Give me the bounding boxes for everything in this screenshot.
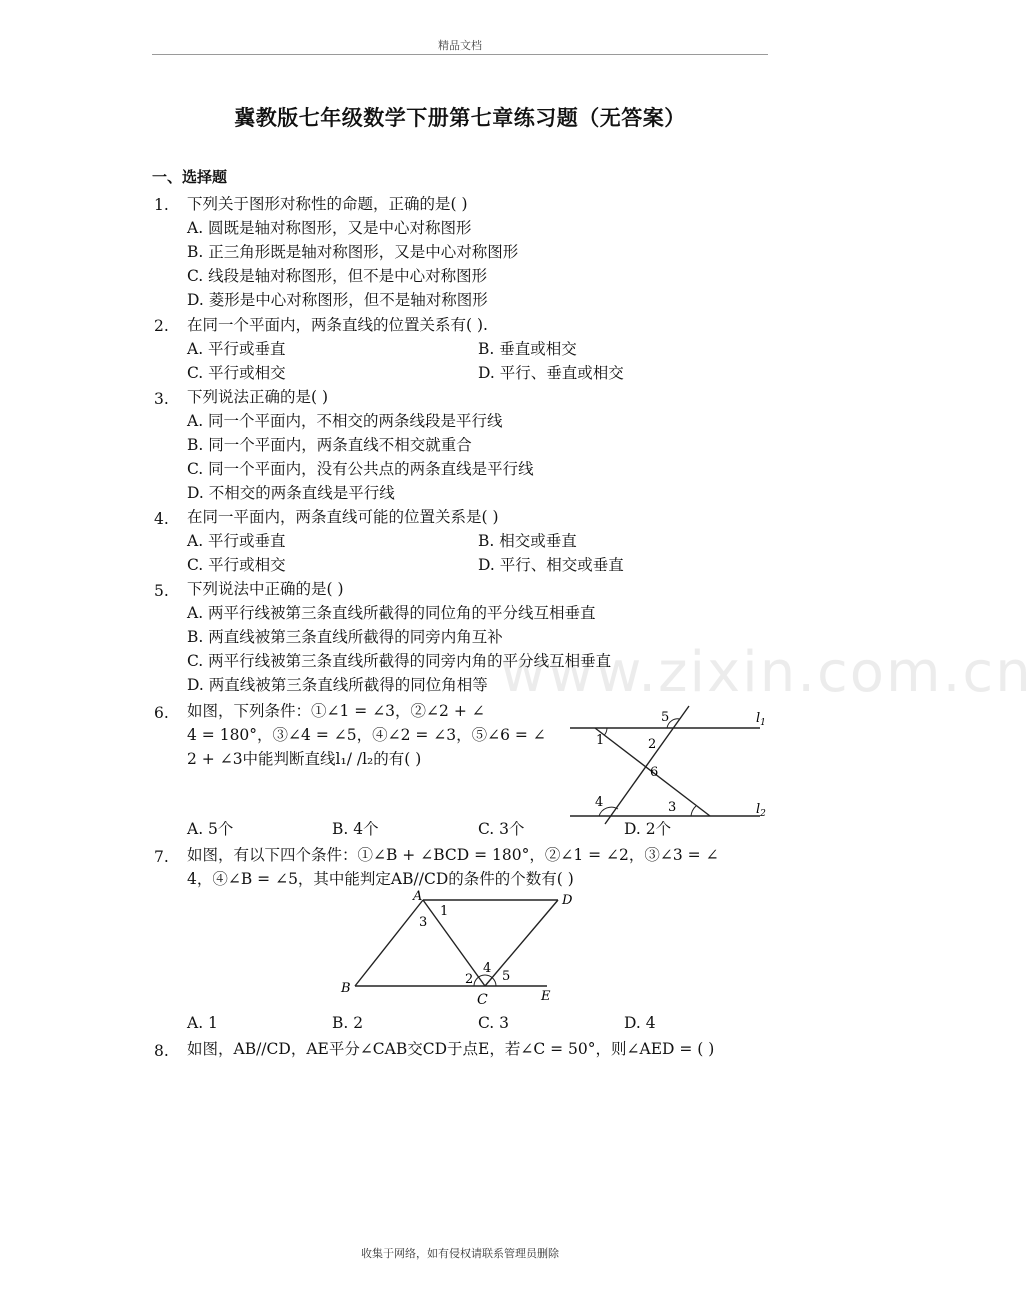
question-2-option-a: A. 平行或垂直 bbox=[187, 340, 286, 358]
question-1-number: 1. bbox=[154, 196, 169, 214]
question-7-line-2: 4，④∠B = ∠5，其中能判定AB//CD的条件的个数有( ) bbox=[187, 870, 574, 888]
label-angle-5: 5 bbox=[502, 969, 511, 984]
question-2-number: 2. bbox=[154, 317, 169, 335]
question-6-option-a: A. 5个 bbox=[187, 820, 234, 838]
label-l1: $l_1$ bbox=[756, 711, 766, 728]
question-1-option-d: D. 菱形是中心对称图形，但不是轴对称图形 bbox=[187, 291, 488, 309]
question-7-option-b: B. 2 bbox=[332, 1014, 364, 1032]
question-4-option-b: B. 相交或垂直 bbox=[478, 532, 577, 550]
question-3-option-d: D. 不相交的两条直线是平行线 bbox=[187, 484, 395, 502]
question-5-option-c: C. 两平行线被第三条直线所截得的同旁内角的平分线互相垂直 bbox=[187, 652, 612, 670]
angle-arc-3 bbox=[691, 806, 696, 816]
question-5-number: 5. bbox=[154, 582, 169, 600]
question-7-number: 7. bbox=[154, 848, 169, 866]
question-4-stem: 在同一平面内，两条直线可能的位置关系是( ) bbox=[187, 508, 499, 526]
label-point-e: E bbox=[541, 989, 551, 1004]
label-angle-4: 4 bbox=[595, 795, 604, 810]
question-6-line-2: 4 = 180°，③∠4 = ∠5，④∠2 = ∠3，⑤∠6 = ∠ bbox=[187, 726, 546, 744]
label-angle-3: 3 bbox=[419, 915, 428, 930]
question-7-option-c: C. 3 bbox=[478, 1014, 510, 1032]
angle-arc-1 bbox=[605, 728, 608, 735]
question-7-option-d: D. 4 bbox=[624, 1014, 656, 1032]
label-point-c: C bbox=[477, 992, 488, 1008]
question-3-option-b: B. 同一个平面内，两条直线不相交就重合 bbox=[187, 436, 472, 454]
question-3-option-c: C. 同一个平面内，没有公共点的两条直线是平行线 bbox=[187, 460, 534, 478]
question-8-stem: 如图，AB//CD，AE平分∠CAB交CD于点E，若∠C = 50°，则∠AED = ( ) bbox=[187, 1040, 715, 1058]
question-7-line-1: 如图，有以下四个条件：①∠B + ∠BCD = 180°，②∠1 = ∠2，③∠3 = ∠ bbox=[187, 846, 719, 864]
question-1-stem: 下列关于图形对称性的命题，正确的是( ) bbox=[187, 195, 468, 213]
section-heading: 一、选择题 bbox=[152, 168, 228, 186]
question-3-stem: 下列说法正确的是( ) bbox=[187, 388, 329, 406]
question-5-stem: 下列说法中正确的是( ) bbox=[187, 580, 344, 598]
question-2-option-b: B. 垂直或相交 bbox=[478, 340, 577, 358]
question-6-line-3: 2 + ∠3中能判断直线l₁/ /l₂的有( ) bbox=[187, 750, 422, 768]
transversal-1 bbox=[605, 706, 689, 824]
segment-ac bbox=[423, 900, 485, 986]
question-7-figure bbox=[335, 888, 575, 1013]
question-6-figure bbox=[565, 700, 780, 830]
header-divider bbox=[152, 54, 768, 55]
page-footer: 收集于网络，如有侵权请联系管理员删除 bbox=[361, 1247, 559, 1260]
question-3-number: 3. bbox=[154, 390, 169, 408]
question-2-stem: 在同一个平面内，两条直线的位置关系有( ). bbox=[187, 316, 488, 334]
question-6-option-c: C. 3个 bbox=[478, 820, 525, 838]
document-title: 冀教版七年级数学下册第七章练习题（无答案） bbox=[234, 106, 686, 130]
question-5-option-b: B. 两直线被第三条直线所截得的同旁内角互补 bbox=[187, 628, 503, 646]
question-5-option-a: A. 两平行线被第三条直线所截得的同位角的平分线互相垂直 bbox=[187, 604, 596, 622]
label-angle-1: 1 bbox=[440, 904, 449, 919]
label-angle-5: 5 bbox=[661, 710, 670, 725]
label-angle-3: 3 bbox=[668, 800, 677, 815]
question-1-option-a: A. 圆既是轴对称图形，又是中心对称图形 bbox=[187, 219, 472, 237]
label-angle-1: 1 bbox=[596, 733, 605, 748]
question-1-option-b: B. 正三角形既是轴对称图形，又是中心对称图形 bbox=[187, 243, 519, 261]
segment-ab bbox=[355, 900, 423, 986]
question-8-number: 8. bbox=[154, 1042, 169, 1060]
page-header: 精品文档 bbox=[438, 39, 482, 52]
question-3-option-a: A. 同一个平面内，不相交的两条线段是平行线 bbox=[187, 412, 503, 430]
question-2-option-c: C. 平行或相交 bbox=[187, 364, 286, 382]
segment-cd bbox=[485, 900, 558, 986]
question-6-number: 6. bbox=[154, 704, 169, 722]
question-6-option-b: B. 4个 bbox=[332, 820, 379, 838]
question-4-option-c: C. 平行或相交 bbox=[187, 556, 286, 574]
watermark: www.zixin.com.cn bbox=[500, 640, 1033, 705]
label-point-d: D bbox=[562, 893, 573, 908]
question-1-option-c: C. 线段是轴对称图形，但不是中心对称图形 bbox=[187, 267, 488, 285]
label-angle-6: 6 bbox=[650, 765, 659, 780]
label-point-a: A bbox=[413, 889, 423, 904]
question-2-option-d: D. 平行、垂直或相交 bbox=[478, 364, 624, 382]
question-5-option-d: D. 两直线被第三条直线所截得的同位角相等 bbox=[187, 676, 488, 694]
label-angle-2: 2 bbox=[648, 737, 657, 752]
label-angle-2: 2 bbox=[465, 972, 474, 987]
question-7-option-a: A. 1 bbox=[187, 1014, 218, 1032]
label-angle-4: 4 bbox=[483, 961, 492, 976]
question-4-number: 4. bbox=[154, 510, 169, 528]
question-4-option-d: D. 平行、相交或垂直 bbox=[478, 556, 624, 574]
label-l2: $l_2$ bbox=[756, 802, 766, 819]
label-point-b: B bbox=[341, 981, 351, 996]
question-4-option-a: A. 平行或垂直 bbox=[187, 532, 286, 550]
question-6-line-1: 如图，下列条件：①∠1 = ∠3，②∠2 + ∠ bbox=[187, 702, 485, 720]
question-6-option-d: D. 2个 bbox=[624, 820, 672, 838]
